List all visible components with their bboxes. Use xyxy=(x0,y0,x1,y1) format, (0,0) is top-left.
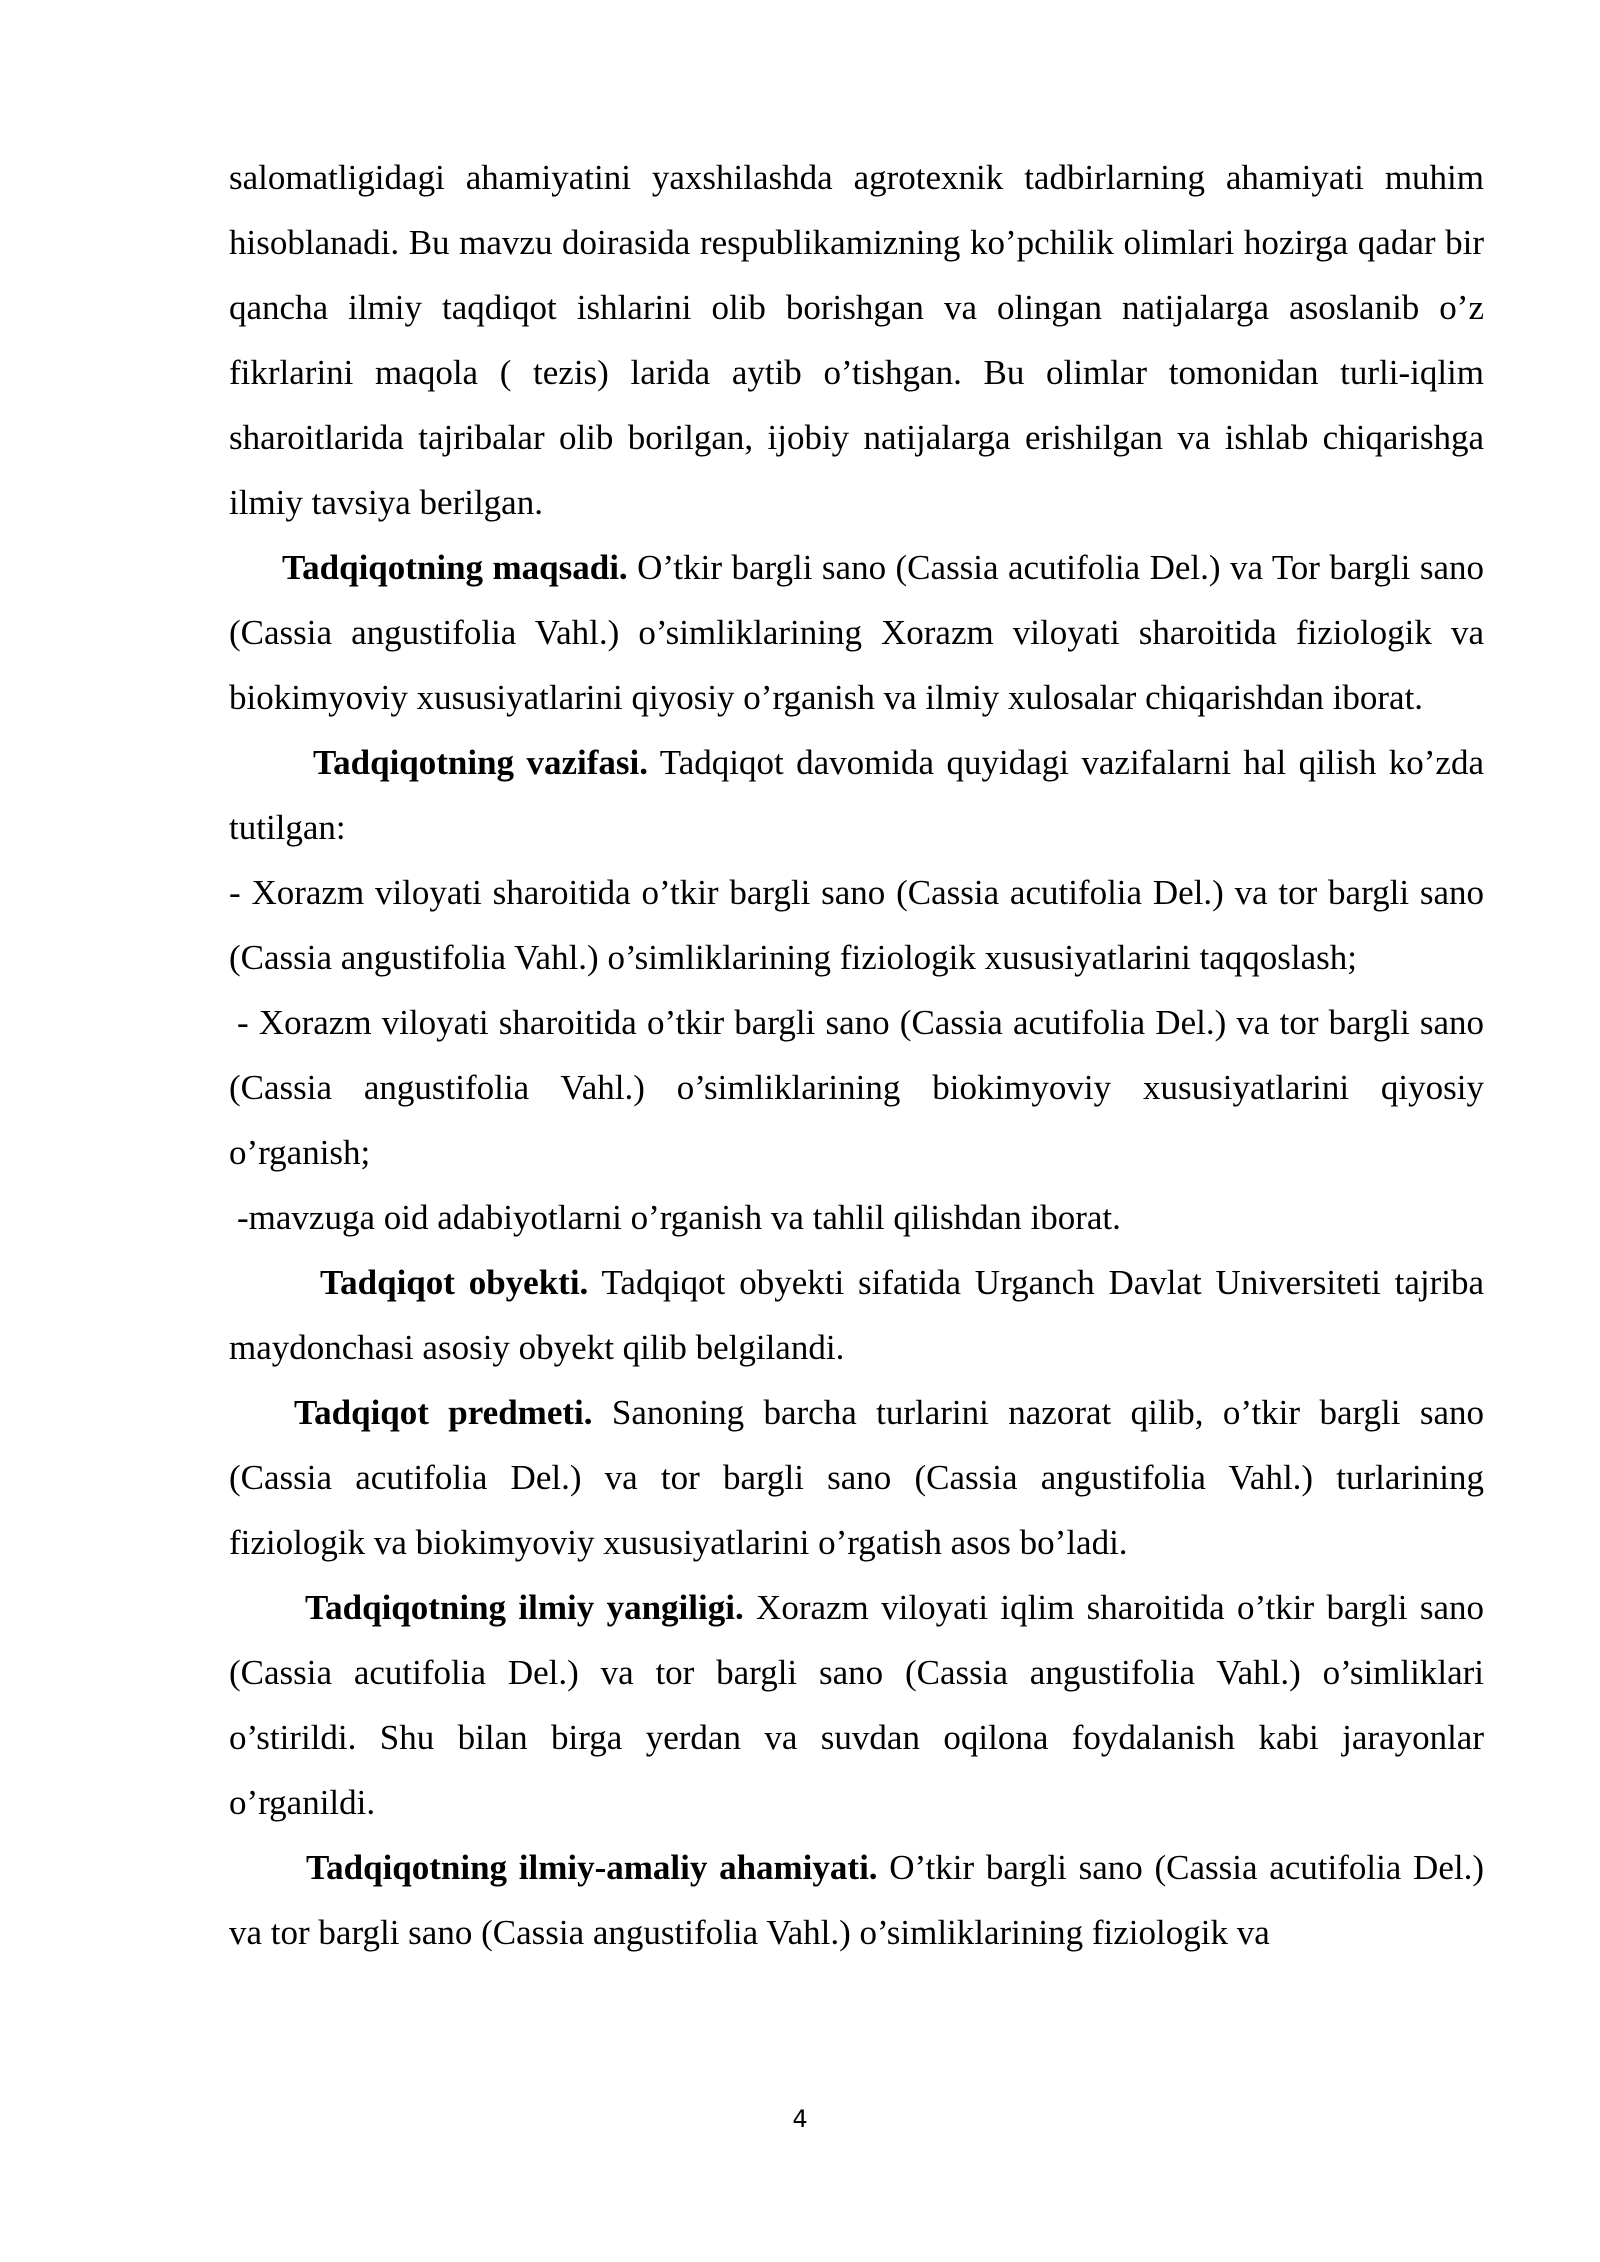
object-paragraph xyxy=(229,1250,1484,1380)
significance-paragraph xyxy=(229,1835,1484,1965)
novelty-paragraph xyxy=(229,1575,1484,1835)
purpose-text: O’tkir bargli sano (Cassia acutifolia Del.) va Tor bargli sano (Cassia angustifolia Vahl.) o’simliklarining Xorazm viloyati sharoitida fiziologik va biokimyoviy xususiyatlarini qiyosiy o’rganish va ilmiy xulosalar chiqarishdan iborat. xyxy=(229,548,1484,717)
task-item-3: -mavzuga oid adabiyotlarni o’rganish va tahlil qilishdan iborat. xyxy=(237,1198,1121,1237)
novelty-text: Xorazm viloyati iqlim sharoitida o’tkir bargli sano (Cassia acutifolia Del.) va tor bargli sano (Cassia angustifolia Vahl.) o’simliklari o’stirildi. Shu bilan birga yerdan va suvdan oqilona foydalanish kabi jarayonlar o’rganildi. xyxy=(229,1588,1484,1822)
tasks-heading: Tadqiqotning vazifasi. xyxy=(313,743,648,782)
tasks-text: Tadqiqot davomida quyidagi vazifalarni hal qilish ko’zda tutilgan: xyxy=(229,743,1484,847)
significance-heading: Tadqiqotning ilmiy-amaliy ahamiyati. xyxy=(306,1848,878,1887)
purpose-heading: Tadqiqotning maqsadi. xyxy=(282,548,628,587)
subject-text: Sanoning barcha turlarini nazorat qilib, o’tkir bargli sano (Cassia acutifolia Del.) va tor bargli sano (Cassia angustifolia Vahl.) turlarining fiziologik va biokimyoviy xususiyatlarini o’rgatish asos bo’ladi. xyxy=(229,1393,1484,1562)
subject-paragraph xyxy=(229,1380,1484,1575)
task-item-1: - Xorazm viloyati sharoitida o’tkir bargli sano (Cassia acutifolia Del.) va tor bargli sano (Cassia angustifolia Vahl.) o’simliklarining fiziologik xususiyatlarini taqqoslash; xyxy=(229,873,1484,977)
object-text: Tadqiqot obyekti sifatida Urganch Davlat Universiteti tajriba maydonchasi asosiy obyekt qilib belgilandi. xyxy=(229,1263,1484,1367)
significance-text: O’tkir bargli sano (Cassia acutifolia Del.) va tor bargli sano (Cassia angustifolia Vahl.) o’simliklarining fiziologik va xyxy=(229,1848,1484,1952)
subject-heading: Tadqiqot predmeti. xyxy=(294,1393,593,1432)
purpose-paragraph xyxy=(229,535,1484,730)
body-text xyxy=(229,145,1484,1965)
object-heading: Tadqiqot obyekti. xyxy=(320,1263,589,1302)
intro-paragraph: salomatligidagi ahamiyatini yaxshilashda agrotexnik tadbirlarning ahamiyati muhim hisoblanadi. Bu mavzu doirasida respublikamizning ko’pchilik olimlari hozirga qadar bir qancha ilmiy taqdiqot ishlarini olib borishgan va olingan natijalarga asoslanib o’z fikrlarini maqola ( tezis) larida aytib o’tishgan. Bu olimlar tomonidan turli-iqlim sharoitlarida tajribalar olib borilgan, ijobiy natijalarga erishilgan va ishlab chiqarishga ilmiy tavsiya berilgan. xyxy=(229,158,1484,522)
novelty-heading: Tadqiqotning ilmiy yangiligi. xyxy=(305,1588,744,1627)
tasks-paragraph xyxy=(229,730,1484,860)
task-item-2: - Xorazm viloyati sharoitida o’tkir bargli sano (Cassia acutifolia Del.) va tor bargli sano (Cassia angustifolia Vahl.) o’simliklarining biokimyoviy xususiyatlarini qiyosiy o’rganish; xyxy=(229,1003,1484,1172)
page-number: 4 xyxy=(792,2105,808,2133)
